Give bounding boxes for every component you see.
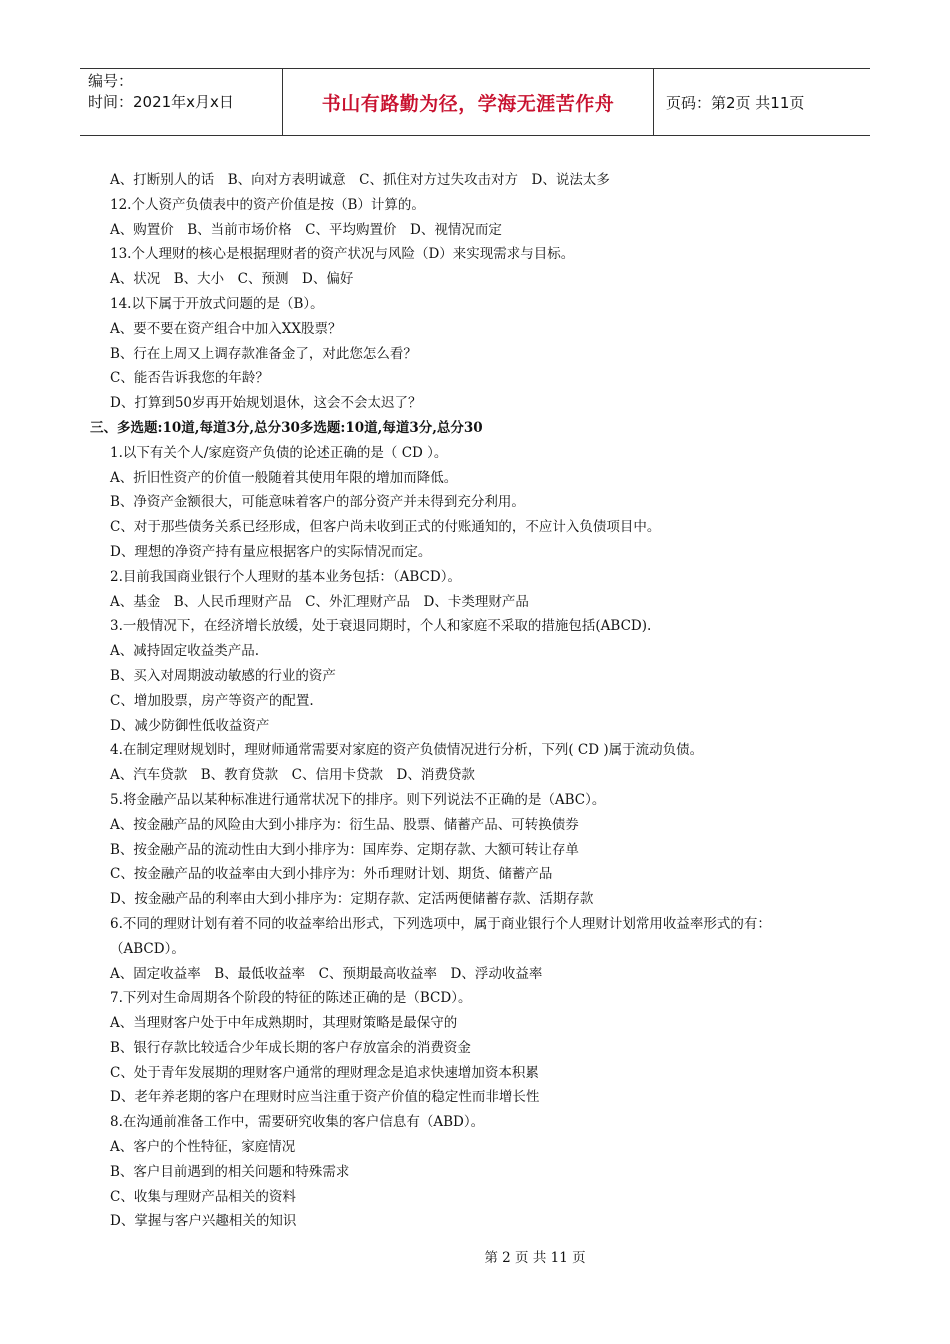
answer-line: C、按金融产品的收益率由大到小排序为：外币理财计划、期货、储蓄产品	[110, 866, 553, 883]
question-line: 7.下列对生命周期各个阶段的特征的陈述正确的是（BCD）。	[110, 990, 472, 1007]
document-time-label: 时间：2021年x月x日	[88, 93, 234, 111]
question-line: 6.不同的理财计划有着不同的收益率给出形式，下列选项中，属于商业银行个人理财计划常用收益率形式的有：	[110, 915, 771, 932]
header-page-label: 页码：第2页 共11页	[666, 93, 805, 112]
question-line: 12.个人资产负债表中的资产价值是按（B）计算的。	[110, 196, 425, 213]
header-meta	[80, 69, 282, 135]
question-line: 1.以下有关个人/家庭资产负债的论述正确的是（ CD ）。	[110, 444, 448, 461]
question-line: 2.目前我国商业银行个人理财的基本业务包括：（ABCD）。	[110, 568, 461, 585]
question-line: 5.将金融产品以某种标准进行通常状况下的排序。则下列说法不正确的是（ABC）。	[110, 791, 606, 808]
answer-line: A、客户的个性特征，家庭情况	[110, 1139, 296, 1156]
answer-line: C、处于青年发展期的理财客户通常的理财理念是追求快速增加资本积累	[110, 1064, 539, 1081]
answer-line: D、按金融产品的利率由大到小排序为：定期存款、定活两便储蓄存款、活期存款	[110, 891, 594, 908]
answer-line: A、当理财客户处于中年成熟期时，其理财策略是最保守的	[110, 1015, 458, 1032]
answer-line: A、要不要在资产组合中加入XX股票？	[110, 320, 342, 337]
page-footer: 第 2 页 共 11 页	[484, 1250, 586, 1266]
answer-line: C、收集与理财产品相关的资料	[110, 1188, 296, 1205]
answer-line: D、老年养老期的客户在理财时应当注重于资产价值的稳定性而非增长性	[110, 1089, 540, 1106]
answer-line: A、基金 B、人民币理财产品 C、外汇理财产品 D、卡类理财产品	[110, 593, 529, 610]
answer-line: D、掌握与客户兴趣相关的知识	[110, 1213, 297, 1230]
section-heading: 三、多选题:10道,每道3分,总分30多选题:10道,每道3分,总分30	[90, 419, 483, 436]
answer-line: A、汽车贷款 B、教育贷款 C、信用卡贷款 D、消费贷款	[110, 767, 475, 784]
answer-line: A、减持固定收益类产品.	[110, 643, 260, 660]
answer-line: A、打断别人的话 B、向对方表明诚意 C、抓住对方过失攻击对方 D、说法太多	[110, 172, 610, 188]
answer-line: A、状况 B、大小 C、预测 D、偏好	[110, 271, 354, 288]
answer-line: C、增加股票，房产等资产的配置.	[110, 692, 314, 709]
answer-line: A、按金融产品的风险由大到小排序为：衍生品、股票、储蓄产品、可转换债券	[110, 816, 579, 833]
answer-line: A、折旧性资产的价值一般随着其使用年限的增加而降低。	[110, 469, 458, 486]
answer-line: B、买入对周期波动敏感的行业的资产	[110, 667, 336, 684]
header-table	[80, 68, 870, 136]
question-line: 13.个人理财的核心是根据理财者的资产状况与风险（D）来实现需求与目标。	[110, 246, 575, 263]
answer-line: C、能否告诉我您的年龄？	[110, 370, 269, 387]
question-line: 8.在沟通前准备工作中，需要研究收集的客户信息有（ABD）。	[110, 1114, 485, 1131]
question-line-continued: （ABCD）。	[110, 940, 185, 957]
answer-line: B、客户目前遇到的相关问题和特殊需求	[110, 1163, 350, 1180]
header-motto: 书山有路勤为径，学海无涯苦作舟	[282, 69, 654, 135]
answer-line: A、固定收益率 B、最低收益率 C、预期最高收益率 D、浮动收益率	[110, 965, 543, 982]
answer-line: A、购置价 B、当前市场价格 C、平均购置价 D、视情况而定	[110, 221, 502, 238]
document-body	[90, 168, 870, 1234]
answer-line: B、按金融产品的流动性由大到小排序为：国库券、定期存款、大额可转让存单	[110, 841, 579, 858]
question-line: 4.在制定理财规划时，理财师通常需要对家庭的资产负债情况进行分析，下列( CD )属于流动负债。	[110, 742, 704, 759]
answer-line: B、净资产金额很大，可能意味着客户的部分资产并未得到充分利用。	[110, 494, 525, 511]
document-number-label: 编号：	[88, 72, 134, 90]
question-line: 3.一般情况下，在经济增长放缓，处于衰退同期时，个人和家庭不采取的措施包括(ABCD).	[110, 618, 652, 635]
answer-line: C、对于那些债务关系已经形成，但客户尚未收到正式的付账通知的，不应计入负债项目中。	[110, 519, 661, 536]
answer-line: B、行在上周又上调存款准备金了，对此您怎么看？	[110, 345, 417, 362]
answer-line: D、打算到50岁再开始规划退休，这会不会太迟了？	[110, 395, 422, 412]
answer-line: D、理想的净资产持有量应根据客户的实际情况而定。	[110, 543, 432, 560]
answer-line: B、银行存款比较适合少年成长期的客户存放富余的消费资金	[110, 1039, 471, 1056]
answer-line: D、减少防御性低收益资产	[110, 717, 270, 734]
question-line: 14.以下属于开放式问题的是（B）。	[110, 295, 324, 312]
